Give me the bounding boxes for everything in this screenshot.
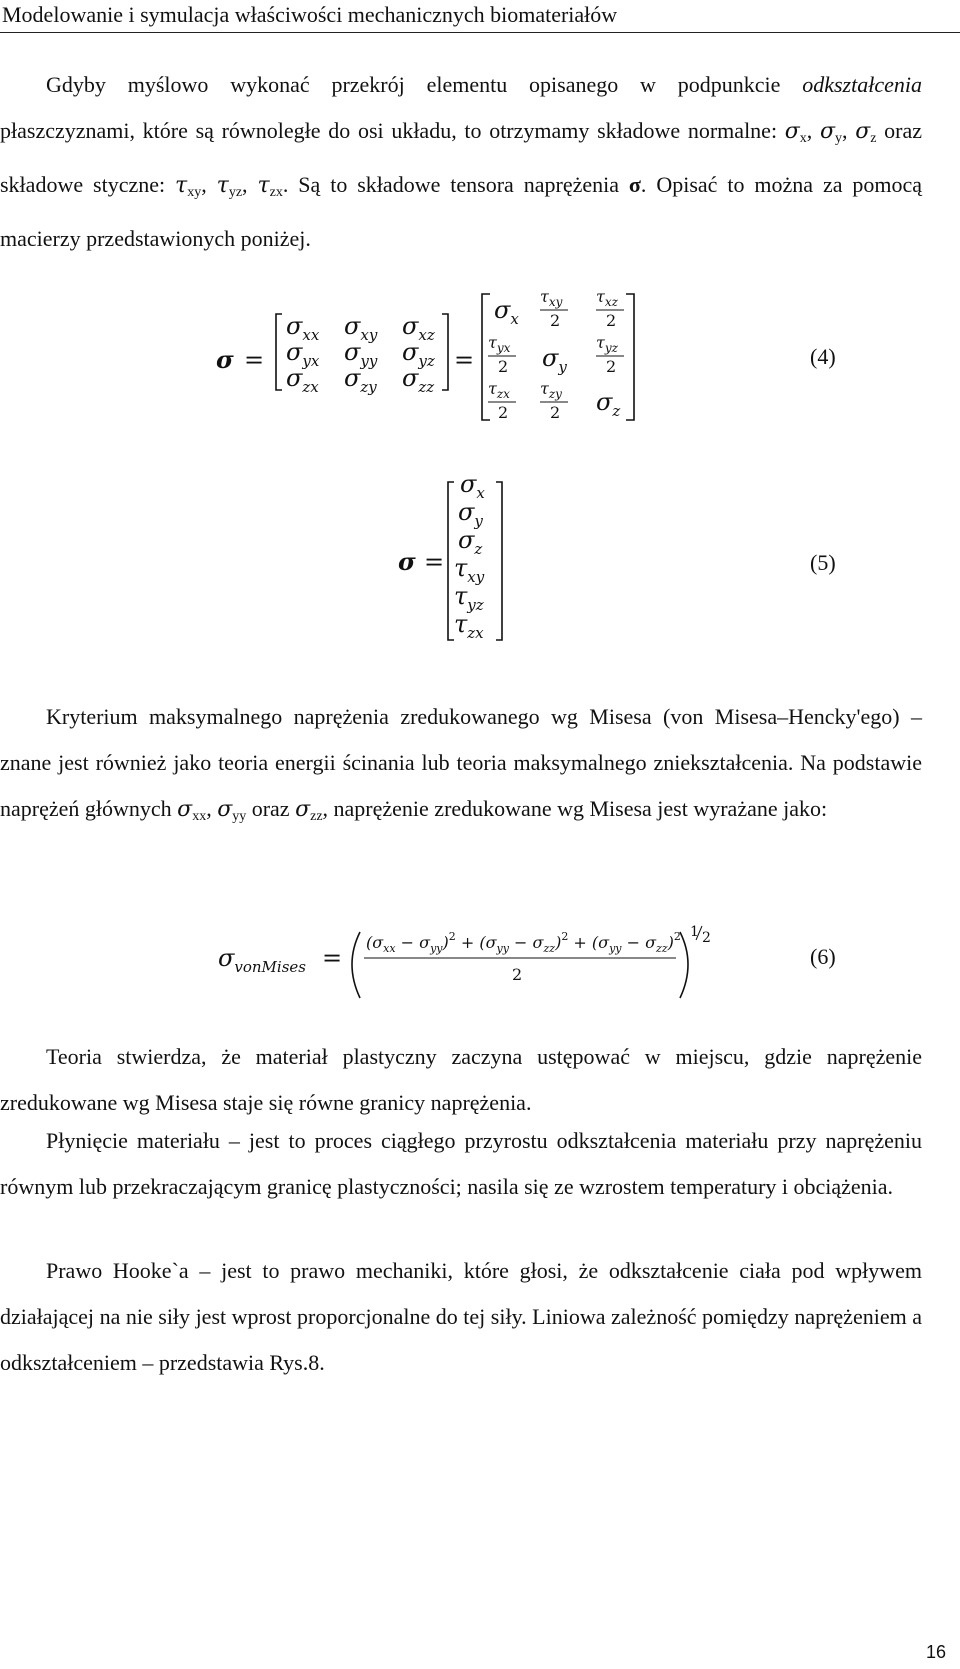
sub-zz: zz [310, 809, 323, 824]
sub-xx: xx [192, 809, 207, 824]
sigma-symbol: σ [855, 119, 871, 144]
svg-text:σz: $\sigma_z$ [458, 526, 483, 558]
paragraph-theory [0, 1034, 922, 1126]
tau-symbol: τ [175, 173, 188, 198]
comma: , [242, 172, 258, 197]
sub-xy: xy [187, 185, 202, 200]
svg-text:σxx: $\sigma_{xx}$ [286, 312, 320, 344]
svg-text:σxy: $\sigma_{xy}$ [344, 312, 378, 344]
comma: , [842, 118, 856, 143]
svg-text:=: = [454, 346, 475, 374]
svg-text:σzx: $\sigma_{zx}$ [286, 364, 319, 396]
svg-text:σvonMises: $\sigma_{vonMises}$ [218, 944, 306, 976]
sub-yz: yz [228, 185, 243, 200]
para1-italic-term: odkształcenia [802, 72, 922, 97]
svg-text:=: = [424, 548, 445, 576]
svg-text:2: 2 [606, 357, 617, 376]
paragraph-flow [0, 1118, 922, 1210]
paragraph-stress-components [0, 62, 922, 262]
para4-text: Płynięcie materiału – jest to proces ciągłego przyrostu odkształcenia materiału przy naprężeniu równym lub przekraczającym granicę plastyczności; nasila się ze wzrostem temperatury i obciążenia. [0, 1128, 922, 1199]
sigma-symbol: σ [177, 797, 193, 822]
page-number: 16 [925, 1642, 946, 1662]
sigma-symbol: σ [217, 797, 233, 822]
comma: , [201, 172, 217, 197]
svg-text:τyz: $\tau_{yz}$ [596, 333, 618, 355]
svg-text:σzz: $\sigma_{zz}$ [402, 364, 435, 396]
sub-x: x [799, 131, 807, 146]
svg-text:2: 2 [512, 965, 523, 984]
svg-text:σyx: $\sigma_{yx}$ [286, 338, 320, 370]
header-rule [0, 32, 960, 33]
sigma-symbol: σ [819, 119, 836, 144]
svg-text:σy: $\sigma_y$ [458, 498, 483, 530]
sub-y: y [835, 131, 843, 146]
svg-text:2: 2 [498, 403, 509, 422]
svg-text:τyx: $\tau_{yx}$ [488, 333, 511, 355]
svg-text:1: 1 [690, 924, 699, 940]
svg-text:2: 2 [606, 311, 617, 330]
paragraph-hooke [0, 1248, 922, 1386]
svg-text:τzx: $\tau_{zx}$ [454, 610, 484, 642]
sub-yy: yy [232, 809, 247, 824]
svg-text:σy: $\sigma_y$ [542, 344, 567, 376]
para1-oraz: oraz składowe styczne: [0, 118, 923, 197]
svg-text:2: 2 [498, 357, 509, 376]
para5-text: Prawo Hooke`a – jest to prawo mechaniki, które głosi, że odkształcenie ciała pod wpływem działającej na nie siły jest wprost proporcjonalne do tej siły. Liniowa zależność pomiędzy naprężeniem a odkształceniem – przedstawia Rys.8. [0, 1258, 922, 1375]
para1-text-c: . Są to składowe tensora naprężenia [282, 172, 629, 197]
sigma-symbol: σ [784, 119, 800, 144]
header-title: Modelowanie i symulacja właściwości mechanicznych biomateriałów [2, 2, 618, 27]
svg-text:σxz: $\sigma_{xz}$ [402, 312, 435, 344]
svg-text:σzy: $\sigma_{zy}$ [344, 364, 377, 396]
svg-text:τxz: $\tau_{xz}$ [596, 287, 618, 309]
sub-z: z [870, 131, 877, 146]
para1-text-a: Gdyby myślowo wykonać przekrój elementu opisanego w podpunkcie [46, 72, 803, 97]
equation-4 [0, 280, 960, 450]
para2-text-b: , naprężenie zredukowane wg Misesa jest wyrażane jako: [322, 796, 828, 821]
equation-4-number: (4) [810, 344, 836, 369]
svg-text:2: 2 [550, 403, 561, 422]
para2-text-a: Kryterium maksymalnego naprężenia zredukowanego wg Misesa (von Misesa–Hencky'ego) – znane jest również jako teoria energii ścinania lub teoria maksymalnego zniekształcenia. Na podstawie naprężeń głównych [0, 704, 922, 821]
svg-text:σx: $\sigma_x$ [460, 470, 485, 502]
equation-5-number: (5) [810, 550, 836, 575]
svg-text:σx: $\sigma_x$ [494, 296, 519, 328]
svg-text:τxy: $\tau_{xy}$ [454, 554, 485, 586]
sub-zx: zx [269, 185, 283, 200]
para2-oraz: oraz [246, 796, 296, 821]
equation-6-number: (6) [810, 944, 836, 969]
svg-text:(σxx − σyy)2 + (σyy − σzz)2 +: $(\sigma_{xx} - \sigma_{yy})^2 + (\sigma_{yy} - \sigma_{zz})^2 + (\sigma_{yy} - \sigma_{zz})^2$ [366, 930, 681, 955]
svg-text:σyz: $\sigma_{yz}$ [402, 338, 435, 370]
tau-symbol: τ [216, 173, 229, 198]
para1-text-b: płaszczyznami, które są równoległe do osi układu, to otrzymamy składowe normalne: [0, 118, 785, 143]
svg-text:σz: $\sigma_z$ [596, 388, 621, 420]
svg-text:=: = [322, 944, 343, 972]
svg-text:σyy: $\sigma_{yy}$ [344, 338, 378, 370]
svg-text:σ: σ [216, 345, 234, 374]
tau-symbol: τ [257, 173, 270, 198]
comma: , [206, 796, 218, 821]
svg-text:2: 2 [550, 311, 561, 330]
svg-text:τxy: $\tau_{xy}$ [540, 287, 563, 309]
para3-text: Teoria stwierdza, że materiał plastyczny zaczyna ustępować w miejscu, gdzie naprężenie zredukowane wg Misesa staje się równe granicy naprężenia. [0, 1044, 922, 1115]
sigma-symbol: σ [295, 797, 311, 822]
equation-5 [0, 462, 960, 652]
para1-text-d: . Opisać to można za pomocą macierzy przedstawionych poniżej. [0, 172, 923, 251]
equation-6 [0, 918, 960, 1008]
comma: , [806, 118, 820, 143]
paragraph-mises-criterion [0, 694, 922, 840]
svg-text:τzx: $\tau_{zx}$ [488, 379, 510, 401]
svg-text:τzy: $\tau_{zy}$ [540, 379, 562, 401]
svg-text:τyz: $\tau_{yz}$ [454, 582, 484, 614]
svg-text:=: = [244, 346, 265, 374]
svg-text:2: 2 [702, 930, 711, 946]
svg-text:σ: σ [398, 547, 416, 576]
page-header [0, 0, 960, 36]
bold-sigma-symbol: σ [628, 172, 641, 197]
